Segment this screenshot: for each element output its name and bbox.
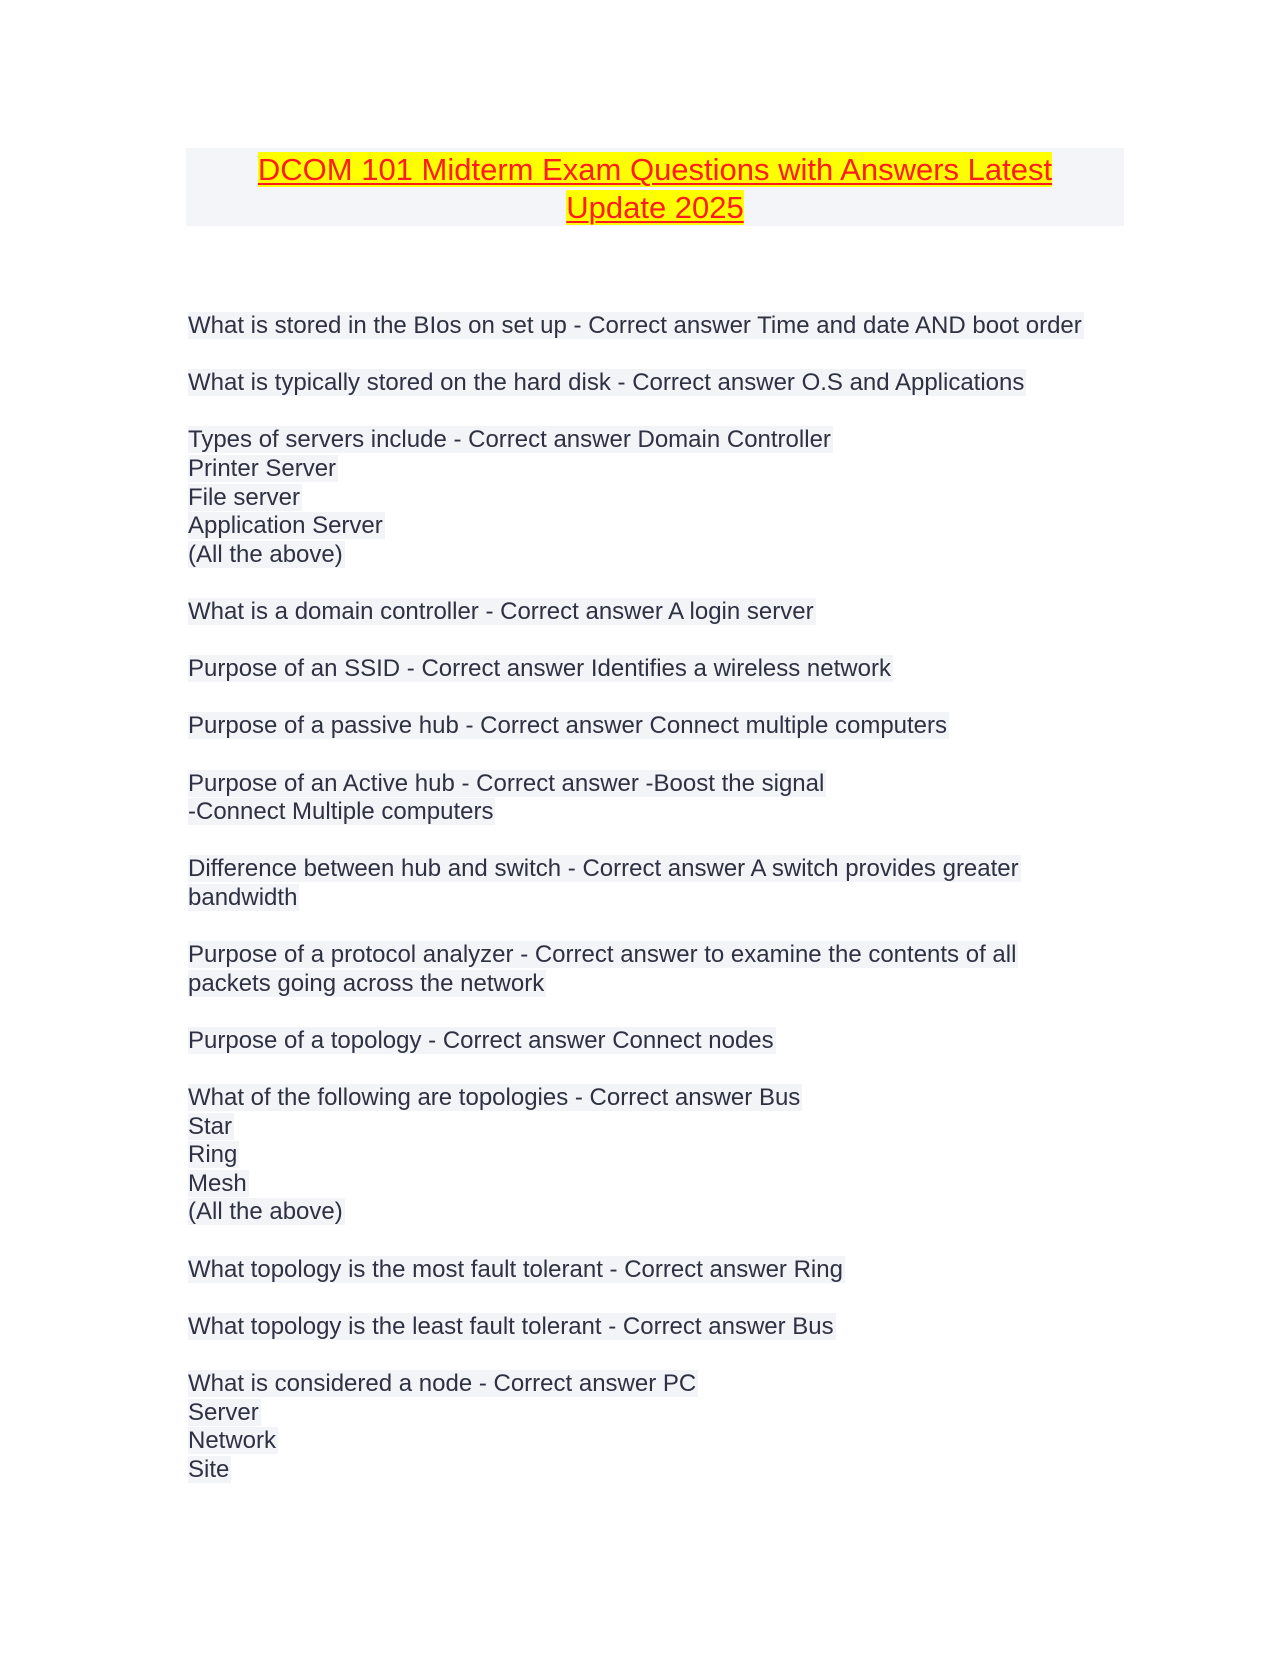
qa-line <box>188 712 1148 741</box>
qa-line-text: What is a domain controller - Correct answer A login server <box>188 597 814 625</box>
qa-line-text: Mesh <box>188 1169 247 1197</box>
document-title <box>186 151 1124 227</box>
qa-item <box>188 1256 1148 1285</box>
qa-line-text: Star <box>188 1112 233 1140</box>
qa-line-text: Purpose of a protocol analyzer - Correct answer to examine the contents of all <box>188 941 1017 969</box>
qa-line <box>188 1170 1148 1199</box>
title-line: DCOM 101 Midterm Exam Questions with Answers Latest <box>257 152 1053 187</box>
qa-line-text: File server <box>188 483 301 511</box>
qa-line <box>188 484 1148 513</box>
qa-line <box>188 312 1148 341</box>
qa-line <box>188 798 1148 827</box>
qa-item <box>188 369 1148 398</box>
qa-line-text: What is stored in the BIos on set up - Correct answer Time and date AND boot order <box>188 312 1082 339</box>
qa-line <box>188 941 1148 970</box>
qa-line-text: Printer Server <box>188 454 337 482</box>
qa-item <box>188 426 1148 569</box>
qa-line <box>188 1399 1148 1428</box>
qa-line-text: packets going across the network <box>188 969 545 997</box>
qa-line <box>188 855 1148 884</box>
qa-line-text: (All the above) <box>188 540 343 568</box>
qa-item <box>188 770 1148 827</box>
qa-line <box>188 512 1148 541</box>
qa-item <box>188 1027 1148 1056</box>
qa-item <box>188 712 1148 741</box>
title-line: Update 2025 <box>566 190 744 225</box>
qa-line <box>188 1113 1148 1142</box>
qa-line <box>188 369 1148 398</box>
qa-line <box>188 1370 1148 1399</box>
qa-item <box>188 655 1148 684</box>
qa-line <box>188 770 1148 799</box>
qa-item <box>188 1370 1148 1484</box>
qa-line <box>188 1256 1148 1285</box>
qa-line-text: What of the following are topologies - Correct answer Bus <box>188 1084 801 1112</box>
qa-line <box>188 884 1148 913</box>
qa-line-text: Difference between hub and switch - Correct answer A switch provides greater <box>188 855 1019 883</box>
qa-line <box>188 541 1148 570</box>
qa-item <box>188 941 1148 998</box>
qa-line-text: (All the above) <box>188 1198 343 1226</box>
qa-line <box>188 598 1148 627</box>
qa-line-text: Purpose of an Active hub - Correct answer -Boost the signal <box>188 769 825 797</box>
qa-line-text: Purpose of a passive hub - Correct answer Connect multiple computers <box>188 712 948 740</box>
qa-line-text: What is considered a node - Correct answer PC <box>188 1369 697 1397</box>
qa-line-text: -Connect Multiple computers <box>188 798 494 826</box>
qa-line-text: Server <box>188 1398 259 1426</box>
qa-line <box>188 1141 1148 1170</box>
qa-item <box>188 855 1148 912</box>
qa-line-text: Purpose of a topology - Correct answer Connect nodes <box>188 1026 774 1054</box>
qa-line <box>188 455 1148 484</box>
qa-line <box>188 1198 1148 1227</box>
qa-line-text: Site <box>188 1455 230 1483</box>
qa-line <box>188 1427 1148 1456</box>
qa-line-text: What topology is the most fault tolerant - Correct answer Ring <box>188 1255 843 1283</box>
qa-line-text: Network <box>188 1427 277 1455</box>
qa-line-text: Application Server <box>188 512 383 540</box>
qa-line-text: Purpose of an SSID - Correct answer Identifies a wireless network <box>188 655 891 683</box>
title-block <box>186 148 1124 226</box>
qa-line-text: Ring <box>188 1141 238 1169</box>
question-answer-list <box>188 312 1148 1513</box>
qa-item <box>188 598 1148 627</box>
qa-line <box>188 970 1148 999</box>
qa-line <box>188 1027 1148 1056</box>
qa-item <box>188 1084 1148 1227</box>
qa-line <box>188 1313 1148 1342</box>
qa-item <box>188 312 1148 341</box>
qa-line-text: What is typically stored on the hard disk - Correct answer O.S and Applications <box>188 369 1025 397</box>
qa-item <box>188 1313 1148 1342</box>
qa-line-text: Types of servers include - Correct answer Domain Controller <box>188 426 831 454</box>
qa-line-text: What topology is the least fault tolerant - Correct answer Bus <box>188 1312 834 1340</box>
qa-line-text: bandwidth <box>188 883 298 911</box>
qa-line <box>188 1084 1148 1113</box>
qa-line <box>188 1456 1148 1485</box>
qa-line <box>188 426 1148 455</box>
qa-line <box>188 655 1148 684</box>
